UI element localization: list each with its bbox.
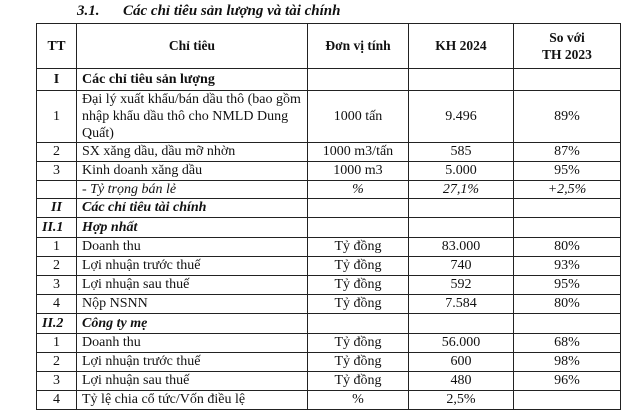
row-unit — [308, 218, 409, 238]
row-unit: Tỷ đồng — [308, 276, 409, 295]
row-plan-2024: 7.584 — [409, 295, 514, 314]
row-vs-2023: 80% — [514, 295, 621, 314]
row-vs-2023: 96% — [514, 372, 621, 391]
table-row — [37, 199, 621, 218]
targets-table — [36, 23, 621, 410]
table-row — [37, 353, 621, 372]
row-plan-2024 — [409, 69, 514, 91]
row-tt: II.1 — [37, 218, 77, 238]
table-row — [37, 257, 621, 276]
row-indicator: Hợp nhất — [77, 218, 308, 238]
row-indicator: Các chỉ tiêu sản lượng — [77, 69, 308, 91]
row-tt: 2 — [37, 257, 77, 276]
header-vs-2023: So với TH 2023 — [514, 24, 621, 69]
row-indicator: Lợi nhuận sau thuế — [77, 276, 308, 295]
table-row — [37, 238, 621, 257]
row-vs-2023: 80% — [514, 238, 621, 257]
row-indicator: Các chỉ tiêu tài chính — [77, 199, 308, 218]
row-tt: 4 — [37, 295, 77, 314]
row-tt: 2 — [37, 353, 77, 372]
row-vs-2023: 98% — [514, 353, 621, 372]
row-unit: Tỷ đồng — [308, 372, 409, 391]
row-plan-2024: 83.000 — [409, 238, 514, 257]
row-indicator: Công ty mẹ — [77, 314, 308, 334]
row-indicator: Lợi nhuận sau thuế — [77, 372, 308, 391]
row-vs-2023: 89% — [514, 91, 621, 143]
table-row — [37, 372, 621, 391]
row-unit: Tỷ đồng — [308, 295, 409, 314]
section-heading — [0, 0, 628, 22]
row-plan-2024: 592 — [409, 276, 514, 295]
header-indicator: Chỉ tiêu — [77, 24, 308, 69]
table-row — [37, 181, 621, 199]
table-row — [37, 334, 621, 353]
row-vs-2023 — [514, 391, 621, 410]
section-title: Các chỉ tiêu sản lượng và tài chính — [123, 3, 341, 19]
table-row — [37, 91, 621, 143]
page-bottom-edge — [0, 411, 628, 415]
row-vs-2023 — [514, 218, 621, 238]
row-tt: I — [37, 69, 77, 91]
row-vs-2023: 68% — [514, 334, 621, 353]
table-body — [37, 69, 621, 410]
table-row — [37, 162, 621, 181]
row-tt: 1 — [37, 334, 77, 353]
row-vs-2023 — [514, 69, 621, 91]
row-plan-2024: 480 — [409, 372, 514, 391]
row-vs-2023: +2,5% — [514, 181, 621, 199]
row-unit: Tỷ đồng — [308, 334, 409, 353]
row-unit — [308, 199, 409, 218]
table-header-row — [37, 24, 621, 69]
row-plan-2024 — [409, 218, 514, 238]
row-tt: 2 — [37, 143, 77, 162]
row-unit: % — [308, 391, 409, 410]
table-row — [37, 314, 621, 334]
row-unit: 1000 tấn — [308, 91, 409, 143]
row-plan-2024 — [409, 199, 514, 218]
table-row — [37, 218, 621, 238]
row-unit — [308, 69, 409, 91]
header-plan-2024: KH 2024 — [409, 24, 514, 69]
row-tt: 4 — [37, 391, 77, 410]
row-indicator: Kinh doanh xăng dầu — [77, 162, 308, 181]
row-indicator: SX xăng dầu, dầu mỡ nhờn — [77, 143, 308, 162]
row-vs-2023 — [514, 199, 621, 218]
row-vs-2023: 95% — [514, 162, 621, 181]
row-plan-2024: 5.000 — [409, 162, 514, 181]
row-unit: % — [308, 181, 409, 199]
row-vs-2023 — [514, 314, 621, 334]
row-vs-2023: 93% — [514, 257, 621, 276]
row-unit: 1000 m3/tấn — [308, 143, 409, 162]
row-indicator: Lợi nhuận trước thuế — [77, 353, 308, 372]
row-tt: 1 — [37, 91, 77, 143]
row-plan-2024: 27,1% — [409, 181, 514, 199]
section-number: 3.1. — [77, 3, 100, 19]
row-indicator: Lợi nhuận trước thuế — [77, 257, 308, 276]
row-plan-2024: 2,5% — [409, 391, 514, 410]
row-tt: II.2 — [37, 314, 77, 334]
table-row — [37, 276, 621, 295]
table-row — [37, 143, 621, 162]
row-vs-2023: 95% — [514, 276, 621, 295]
row-tt: 1 — [37, 238, 77, 257]
row-indicator: Tỷ lệ chia cổ tức/Vốn điều lệ — [77, 391, 308, 410]
row-unit: 1000 m3 — [308, 162, 409, 181]
row-indicator: Nộp NSNN — [77, 295, 308, 314]
table-row — [37, 69, 621, 91]
row-tt — [37, 181, 77, 199]
table-row — [37, 391, 621, 410]
row-vs-2023: 87% — [514, 143, 621, 162]
table-row — [37, 295, 621, 314]
row-unit: Tỷ đồng — [308, 238, 409, 257]
row-indicator: Đại lý xuất khẩu/bán dầu thô (bao gồm nhập khẩu dầu thô cho NMLD Dung Quất) — [77, 91, 308, 143]
row-indicator: - Tỷ trọng bán lẻ — [77, 181, 308, 199]
row-unit: Tỷ đồng — [308, 353, 409, 372]
header-unit: Đơn vị tính — [308, 24, 409, 69]
row-tt: II — [37, 199, 77, 218]
row-plan-2024: 9.496 — [409, 91, 514, 143]
row-unit: Tỷ đồng — [308, 257, 409, 276]
row-unit — [308, 314, 409, 334]
row-plan-2024 — [409, 314, 514, 334]
row-plan-2024: 585 — [409, 143, 514, 162]
row-plan-2024: 56.000 — [409, 334, 514, 353]
row-tt: 3 — [37, 372, 77, 391]
header-tt: TT — [37, 24, 77, 69]
row-indicator: Doanh thu — [77, 238, 308, 257]
row-plan-2024: 740 — [409, 257, 514, 276]
row-plan-2024: 600 — [409, 353, 514, 372]
row-indicator: Doanh thu — [77, 334, 308, 353]
row-tt: 3 — [37, 162, 77, 181]
row-tt: 3 — [37, 276, 77, 295]
